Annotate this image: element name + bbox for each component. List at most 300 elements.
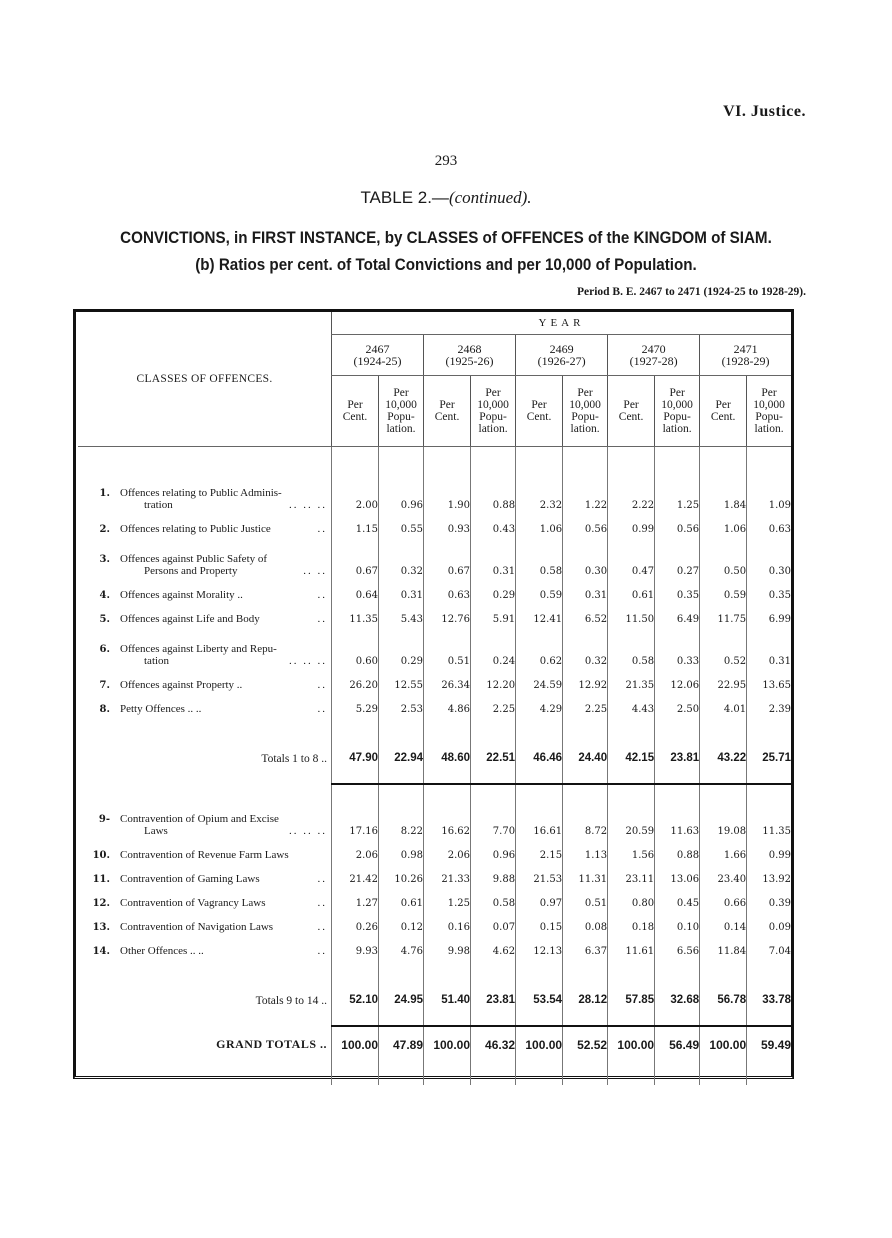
total-value-cell: 22.94 [379, 733, 424, 784]
offence-label [78, 837, 332, 861]
hdr-text: Per [761, 387, 777, 399]
hdr-text: Per [577, 387, 593, 399]
value-cell: 11.31 [563, 861, 608, 885]
hdr-text: lation. [754, 423, 784, 435]
value-cell: 0.09 [747, 909, 791, 933]
value-cell: 12.06 [655, 667, 700, 691]
offence-number: 10. [92, 850, 110, 861]
spacer-cell [471, 447, 516, 470]
value-cell: 8.72 [563, 795, 608, 837]
value-cell: 10.26 [379, 861, 424, 885]
offence-label [78, 469, 332, 511]
value-cell: 0.47 [608, 535, 655, 577]
total-value-cell: 100.00 [516, 1026, 563, 1063]
hdr-text: 10,000 [753, 399, 785, 411]
offence-name: Offences against Morality .. [120, 589, 243, 601]
value-cell: 6.37 [563, 933, 608, 957]
leader-dots: .. [317, 679, 327, 691]
value-cell: 0.15 [516, 909, 563, 933]
value-cell: 0.16 [424, 909, 471, 933]
spacer-cell [516, 957, 563, 975]
value-cell: 0.88 [471, 469, 516, 511]
spacer-cell [700, 447, 747, 470]
value-cell: 0.35 [747, 577, 791, 601]
value-cell: 0.59 [516, 577, 563, 601]
spacer-cell [471, 784, 516, 795]
value-cell: 1.25 [655, 469, 700, 511]
value-cell: 0.67 [424, 535, 471, 577]
hdr-text: Per [715, 399, 731, 411]
spacer-cell [332, 1063, 379, 1085]
offence-number: 12. [92, 898, 110, 909]
offence-label [78, 601, 332, 625]
total-value-cell: 32.68 [655, 975, 700, 1026]
year-column-header [424, 335, 516, 376]
value-cell: 0.96 [471, 837, 516, 861]
spacer-cell [78, 957, 332, 975]
value-cell: 11.50 [608, 601, 655, 625]
per-10000-population-header [747, 376, 791, 447]
offence-row [78, 691, 791, 715]
offence-name-cont: tration [144, 499, 173, 511]
spacer-cell [424, 1063, 471, 1085]
spacer-cell [332, 715, 379, 733]
total-value-cell: 52.52 [563, 1026, 608, 1063]
offence-row [78, 625, 791, 667]
value-cell: 0.39 [747, 885, 791, 909]
value-cell: 0.31 [563, 577, 608, 601]
value-cell: 2.50 [655, 691, 700, 715]
value-cell: 11.63 [655, 795, 700, 837]
spacer-cell [563, 1063, 608, 1085]
per-10000-population-header [563, 376, 608, 447]
total-value-cell: 57.85 [608, 975, 655, 1026]
offence-label [78, 511, 332, 535]
offence-name: Offences relating to Public Adminis- [120, 487, 282, 499]
value-cell: 0.32 [563, 625, 608, 667]
spacer-cell [608, 715, 655, 733]
value-cell: 0.07 [471, 909, 516, 933]
value-cell: 1.13 [563, 837, 608, 861]
hdr-text: Per [623, 399, 639, 411]
section-tag: VI. Justice. [723, 103, 806, 120]
year-ce: (1926-27) [537, 354, 586, 368]
spacer-cell [424, 715, 471, 733]
value-cell: 0.93 [424, 511, 471, 535]
offence-number: 8. [99, 704, 110, 715]
hdr-text: lation. [386, 423, 416, 435]
value-cell: 23.11 [608, 861, 655, 885]
spacer-cell [379, 447, 424, 470]
spacer-cell [608, 957, 655, 975]
table-label-main: TABLE 2.— [360, 188, 449, 207]
spacer-cell [563, 447, 608, 470]
value-cell: 0.63 [747, 511, 791, 535]
value-cell: 1.22 [563, 469, 608, 511]
year-ce: (1924-25) [353, 354, 402, 368]
value-cell: 0.50 [700, 535, 747, 577]
hdr-text: Popu- [755, 411, 783, 423]
value-cell: 11.61 [608, 933, 655, 957]
value-cell: 1.25 [424, 885, 471, 909]
value-cell: 6.49 [655, 601, 700, 625]
spacer-cell [379, 957, 424, 975]
value-cell: 0.58 [608, 625, 655, 667]
leader-dots: .. [317, 523, 327, 535]
spacer-cell [608, 784, 655, 795]
value-cell: 2.53 [379, 691, 424, 715]
offence-row [78, 795, 791, 837]
value-cell: 0.61 [608, 577, 655, 601]
hdr-text: lation. [570, 423, 600, 435]
leader-dots: .. .. .. [289, 825, 327, 837]
value-cell: 0.98 [379, 837, 424, 861]
hdr-text: 10,000 [385, 399, 417, 411]
value-cell: 0.99 [747, 837, 791, 861]
offence-name: Offences against Public Safety of [120, 553, 268, 565]
value-cell: 19.08 [700, 795, 747, 837]
year-be: 2469 [549, 342, 574, 356]
value-cell: 11.35 [332, 601, 379, 625]
total-value-cell: 28.12 [563, 975, 608, 1026]
year-header: YEAR [332, 312, 792, 335]
spacer-cell [608, 1063, 655, 1085]
value-cell: 11.75 [700, 601, 747, 625]
offence-name: Contravention of Vagrancy Laws [120, 897, 266, 909]
value-cell: 0.27 [655, 535, 700, 577]
spacer-cell [332, 447, 379, 470]
value-cell: 0.97 [516, 885, 563, 909]
value-cell: 9.98 [424, 933, 471, 957]
total-value-cell: 46.46 [516, 733, 563, 784]
offence-label [78, 577, 332, 601]
total-value-cell: 100.00 [608, 1026, 655, 1063]
value-cell: 1.66 [700, 837, 747, 861]
hdr-text: Popu- [663, 411, 691, 423]
value-cell: 0.66 [700, 885, 747, 909]
per-10000-population-header [655, 376, 700, 447]
value-cell: 2.39 [747, 691, 791, 715]
total-value-cell: 100.00 [700, 1026, 747, 1063]
offence-row [78, 667, 791, 691]
offence-number: 7. [99, 680, 110, 691]
value-cell: 1.56 [608, 837, 655, 861]
value-cell: 2.15 [516, 837, 563, 861]
value-cell: 0.59 [700, 577, 747, 601]
spacer-cell [747, 1063, 791, 1085]
offence-row [78, 909, 791, 933]
value-cell: 0.56 [655, 511, 700, 535]
hdr-text: Popu- [387, 411, 415, 423]
total-value-cell: 56.78 [700, 975, 747, 1026]
offence-label [78, 625, 332, 667]
spacer-cell [700, 957, 747, 975]
table-label [0, 188, 892, 208]
value-cell: 22.95 [700, 667, 747, 691]
total-value-cell: 47.89 [379, 1026, 424, 1063]
hdr-text: Cent. [710, 411, 736, 423]
leader-dots: .. .. [303, 565, 327, 577]
value-cell: 0.96 [379, 469, 424, 511]
year-ce: (1927-28) [629, 354, 678, 368]
totals-9-to-14-row [78, 975, 791, 1026]
spacer-cell [563, 715, 608, 733]
leader-dots: .. .. .. [289, 655, 327, 667]
value-cell: 21.35 [608, 667, 655, 691]
value-cell: 12.20 [471, 667, 516, 691]
table-subtitle: (b) Ratios per cent. of Total Convictions and per 10,000 of Population. [195, 256, 697, 274]
offence-row [78, 469, 791, 511]
hdr-text: Cent. [434, 411, 460, 423]
spacer-cell [516, 784, 563, 795]
spacer-cell [516, 715, 563, 733]
value-cell: 2.25 [471, 691, 516, 715]
value-cell: 0.12 [379, 909, 424, 933]
total-label: Totals 1 to 8 .. [261, 752, 327, 765]
spacer-cell [563, 784, 608, 795]
spacer-cell [563, 957, 608, 975]
value-cell: 12.92 [563, 667, 608, 691]
spacer-cell [78, 784, 332, 795]
value-cell: 0.67 [332, 535, 379, 577]
value-cell: 1.15 [332, 511, 379, 535]
value-cell: 1.06 [516, 511, 563, 535]
value-cell: 0.63 [424, 577, 471, 601]
classes-header: CLASSES OF OFFENCES. [78, 312, 332, 447]
leader-dots: .. .. .. [289, 499, 327, 511]
value-cell: 0.55 [379, 511, 424, 535]
year-ce: (1925-26) [445, 354, 494, 368]
value-cell: 1.09 [747, 469, 791, 511]
total-value-cell: 23.81 [655, 733, 700, 784]
value-cell: 12.76 [424, 601, 471, 625]
value-cell: 13.65 [747, 667, 791, 691]
per-cent-header [700, 376, 747, 447]
offence-label [78, 795, 332, 837]
spacer-cell [332, 957, 379, 975]
spacer-cell [78, 715, 332, 733]
value-cell: 0.29 [471, 577, 516, 601]
spacer-cell [655, 715, 700, 733]
year-be: 2467 [365, 342, 390, 356]
offence-row [78, 511, 791, 535]
value-cell: 0.58 [516, 535, 563, 577]
value-cell: 5.43 [379, 601, 424, 625]
hdr-text: lation. [478, 423, 508, 435]
per-cent-header [424, 376, 471, 447]
spacer-cell [747, 784, 791, 795]
offence-name: Offences against Liberty and Repu- [120, 643, 277, 655]
value-cell: 0.30 [747, 535, 791, 577]
spacer-cell [379, 784, 424, 795]
value-cell: 0.52 [700, 625, 747, 667]
total-value-cell: 43.22 [700, 733, 747, 784]
year-be: 2468 [457, 342, 482, 356]
offence-row [78, 577, 791, 601]
hdr-text: Per [439, 399, 455, 411]
hdr-text: 10,000 [569, 399, 601, 411]
value-cell: 2.22 [608, 469, 655, 511]
offence-row [78, 601, 791, 625]
value-cell: 4.86 [424, 691, 471, 715]
offence-row [78, 933, 791, 957]
value-cell: 12.41 [516, 601, 563, 625]
value-cell: 1.84 [700, 469, 747, 511]
spacer-cell [655, 957, 700, 975]
page-number: 293 [434, 153, 458, 169]
value-cell: 0.88 [655, 837, 700, 861]
leader-dots: .. [317, 921, 327, 933]
value-cell: 0.51 [563, 885, 608, 909]
value-cell: 21.53 [516, 861, 563, 885]
value-cell: 0.33 [655, 625, 700, 667]
year-column-header [516, 335, 608, 376]
hdr-text: lation. [662, 423, 692, 435]
offence-name-cont: tation [144, 655, 170, 667]
total-value-cell: 59.49 [747, 1026, 791, 1063]
spacer-cell [655, 447, 700, 470]
value-cell: 2.06 [424, 837, 471, 861]
value-cell: 0.32 [379, 535, 424, 577]
total-value-cell: 23.81 [471, 975, 516, 1026]
offence-number: 9- [98, 814, 110, 825]
total-value-cell: 25.71 [747, 733, 791, 784]
offence-label [78, 933, 332, 957]
offence-name: Contravention of Gaming Laws [120, 873, 260, 885]
value-cell: 0.51 [424, 625, 471, 667]
value-cell: 0.14 [700, 909, 747, 933]
total-value-cell: 24.40 [563, 733, 608, 784]
hdr-text: Per [531, 399, 547, 411]
year-be: 2470 [641, 342, 666, 356]
value-cell: 4.62 [471, 933, 516, 957]
total-value-cell: 48.60 [424, 733, 471, 784]
value-cell: 0.29 [379, 625, 424, 667]
year-be: 2471 [733, 342, 758, 356]
total-value-cell: 33.78 [747, 975, 791, 1026]
value-cell: 13.06 [655, 861, 700, 885]
value-cell: 0.18 [608, 909, 655, 933]
spacer-cell [424, 957, 471, 975]
spacer-cell [379, 1063, 424, 1085]
spacer-row [78, 784, 791, 795]
offence-row [78, 861, 791, 885]
offence-name: Offences against Property .. [120, 679, 243, 691]
spacer-cell [747, 957, 791, 975]
hdr-text: Per [393, 387, 409, 399]
value-cell: 4.43 [608, 691, 655, 715]
offence-row [78, 885, 791, 909]
total-value-cell: 53.54 [516, 975, 563, 1026]
value-cell: 20.59 [608, 795, 655, 837]
value-cell: 0.61 [379, 885, 424, 909]
total-value-cell: 47.90 [332, 733, 379, 784]
year-column-header [332, 335, 424, 376]
total-value-cell: 24.95 [379, 975, 424, 1026]
year-ce: (1928-29) [721, 354, 770, 368]
per-10000-population-header [471, 376, 516, 447]
value-cell: 2.25 [563, 691, 608, 715]
spacer-cell [700, 715, 747, 733]
hdr-text: Cent. [526, 411, 552, 423]
offence-number: 3. [99, 554, 110, 565]
spacer-cell [78, 1063, 332, 1085]
spacer-cell [424, 784, 471, 795]
spacer-cell [700, 784, 747, 795]
value-cell: 0.43 [471, 511, 516, 535]
value-cell: 0.31 [471, 535, 516, 577]
offence-name: Other Offences .. .. [120, 945, 204, 957]
offence-name: Contravention of Navigation Laws [120, 921, 274, 933]
spacer-cell [700, 1063, 747, 1085]
hdr-text: Cent. [618, 411, 644, 423]
value-cell: 1.06 [700, 511, 747, 535]
value-cell: 0.62 [516, 625, 563, 667]
value-cell: 0.31 [379, 577, 424, 601]
value-cell: 1.27 [332, 885, 379, 909]
value-cell: 5.91 [471, 601, 516, 625]
spacer-cell [78, 447, 332, 470]
offence-label [78, 691, 332, 715]
spacer-cell [608, 447, 655, 470]
spacer-cell [379, 715, 424, 733]
total-value-cell: 42.15 [608, 733, 655, 784]
total-value-cell: 22.51 [471, 733, 516, 784]
value-cell: 5.29 [332, 691, 379, 715]
total-value-cell: 100.00 [332, 1026, 379, 1063]
value-cell: 0.08 [563, 909, 608, 933]
offence-label [78, 667, 332, 691]
value-cell: 7.70 [471, 795, 516, 837]
total-value-cell: 56.49 [655, 1026, 700, 1063]
spacer-cell [471, 1063, 516, 1085]
value-cell: 0.99 [608, 511, 655, 535]
spacer-cell [516, 447, 563, 470]
hdr-text: 10,000 [477, 399, 509, 411]
value-cell: 21.33 [424, 861, 471, 885]
value-cell: 21.42 [332, 861, 379, 885]
offence-row [78, 837, 791, 861]
value-cell: 4.01 [700, 691, 747, 715]
value-cell: 11.84 [700, 933, 747, 957]
hdr-text: Popu- [571, 411, 599, 423]
value-cell: 1.90 [424, 469, 471, 511]
value-cell: 0.35 [655, 577, 700, 601]
hdr-text: Per [669, 387, 685, 399]
leader-dots: .. [317, 613, 327, 625]
leader-dots: .. [317, 703, 327, 715]
spacer-cell [747, 447, 791, 470]
value-cell: 0.26 [332, 909, 379, 933]
value-cell: 6.52 [563, 601, 608, 625]
total-value-cell: 51.40 [424, 975, 471, 1026]
offence-number: 6. [99, 644, 110, 655]
spacer-cell [332, 784, 379, 795]
value-cell: 23.40 [700, 861, 747, 885]
value-cell: 26.34 [424, 667, 471, 691]
offence-label [78, 535, 332, 577]
offence-number: 5. [99, 614, 110, 625]
spacer-cell [747, 715, 791, 733]
spacer-row [78, 1063, 791, 1085]
totals-1-to-8-row [78, 733, 791, 784]
value-cell: 6.56 [655, 933, 700, 957]
spacer-row [78, 447, 791, 470]
value-cell: 12.55 [379, 667, 424, 691]
value-cell: 0.64 [332, 577, 379, 601]
spacer-cell [655, 784, 700, 795]
total-label: Totals 9 to 14 .. [255, 994, 327, 1007]
